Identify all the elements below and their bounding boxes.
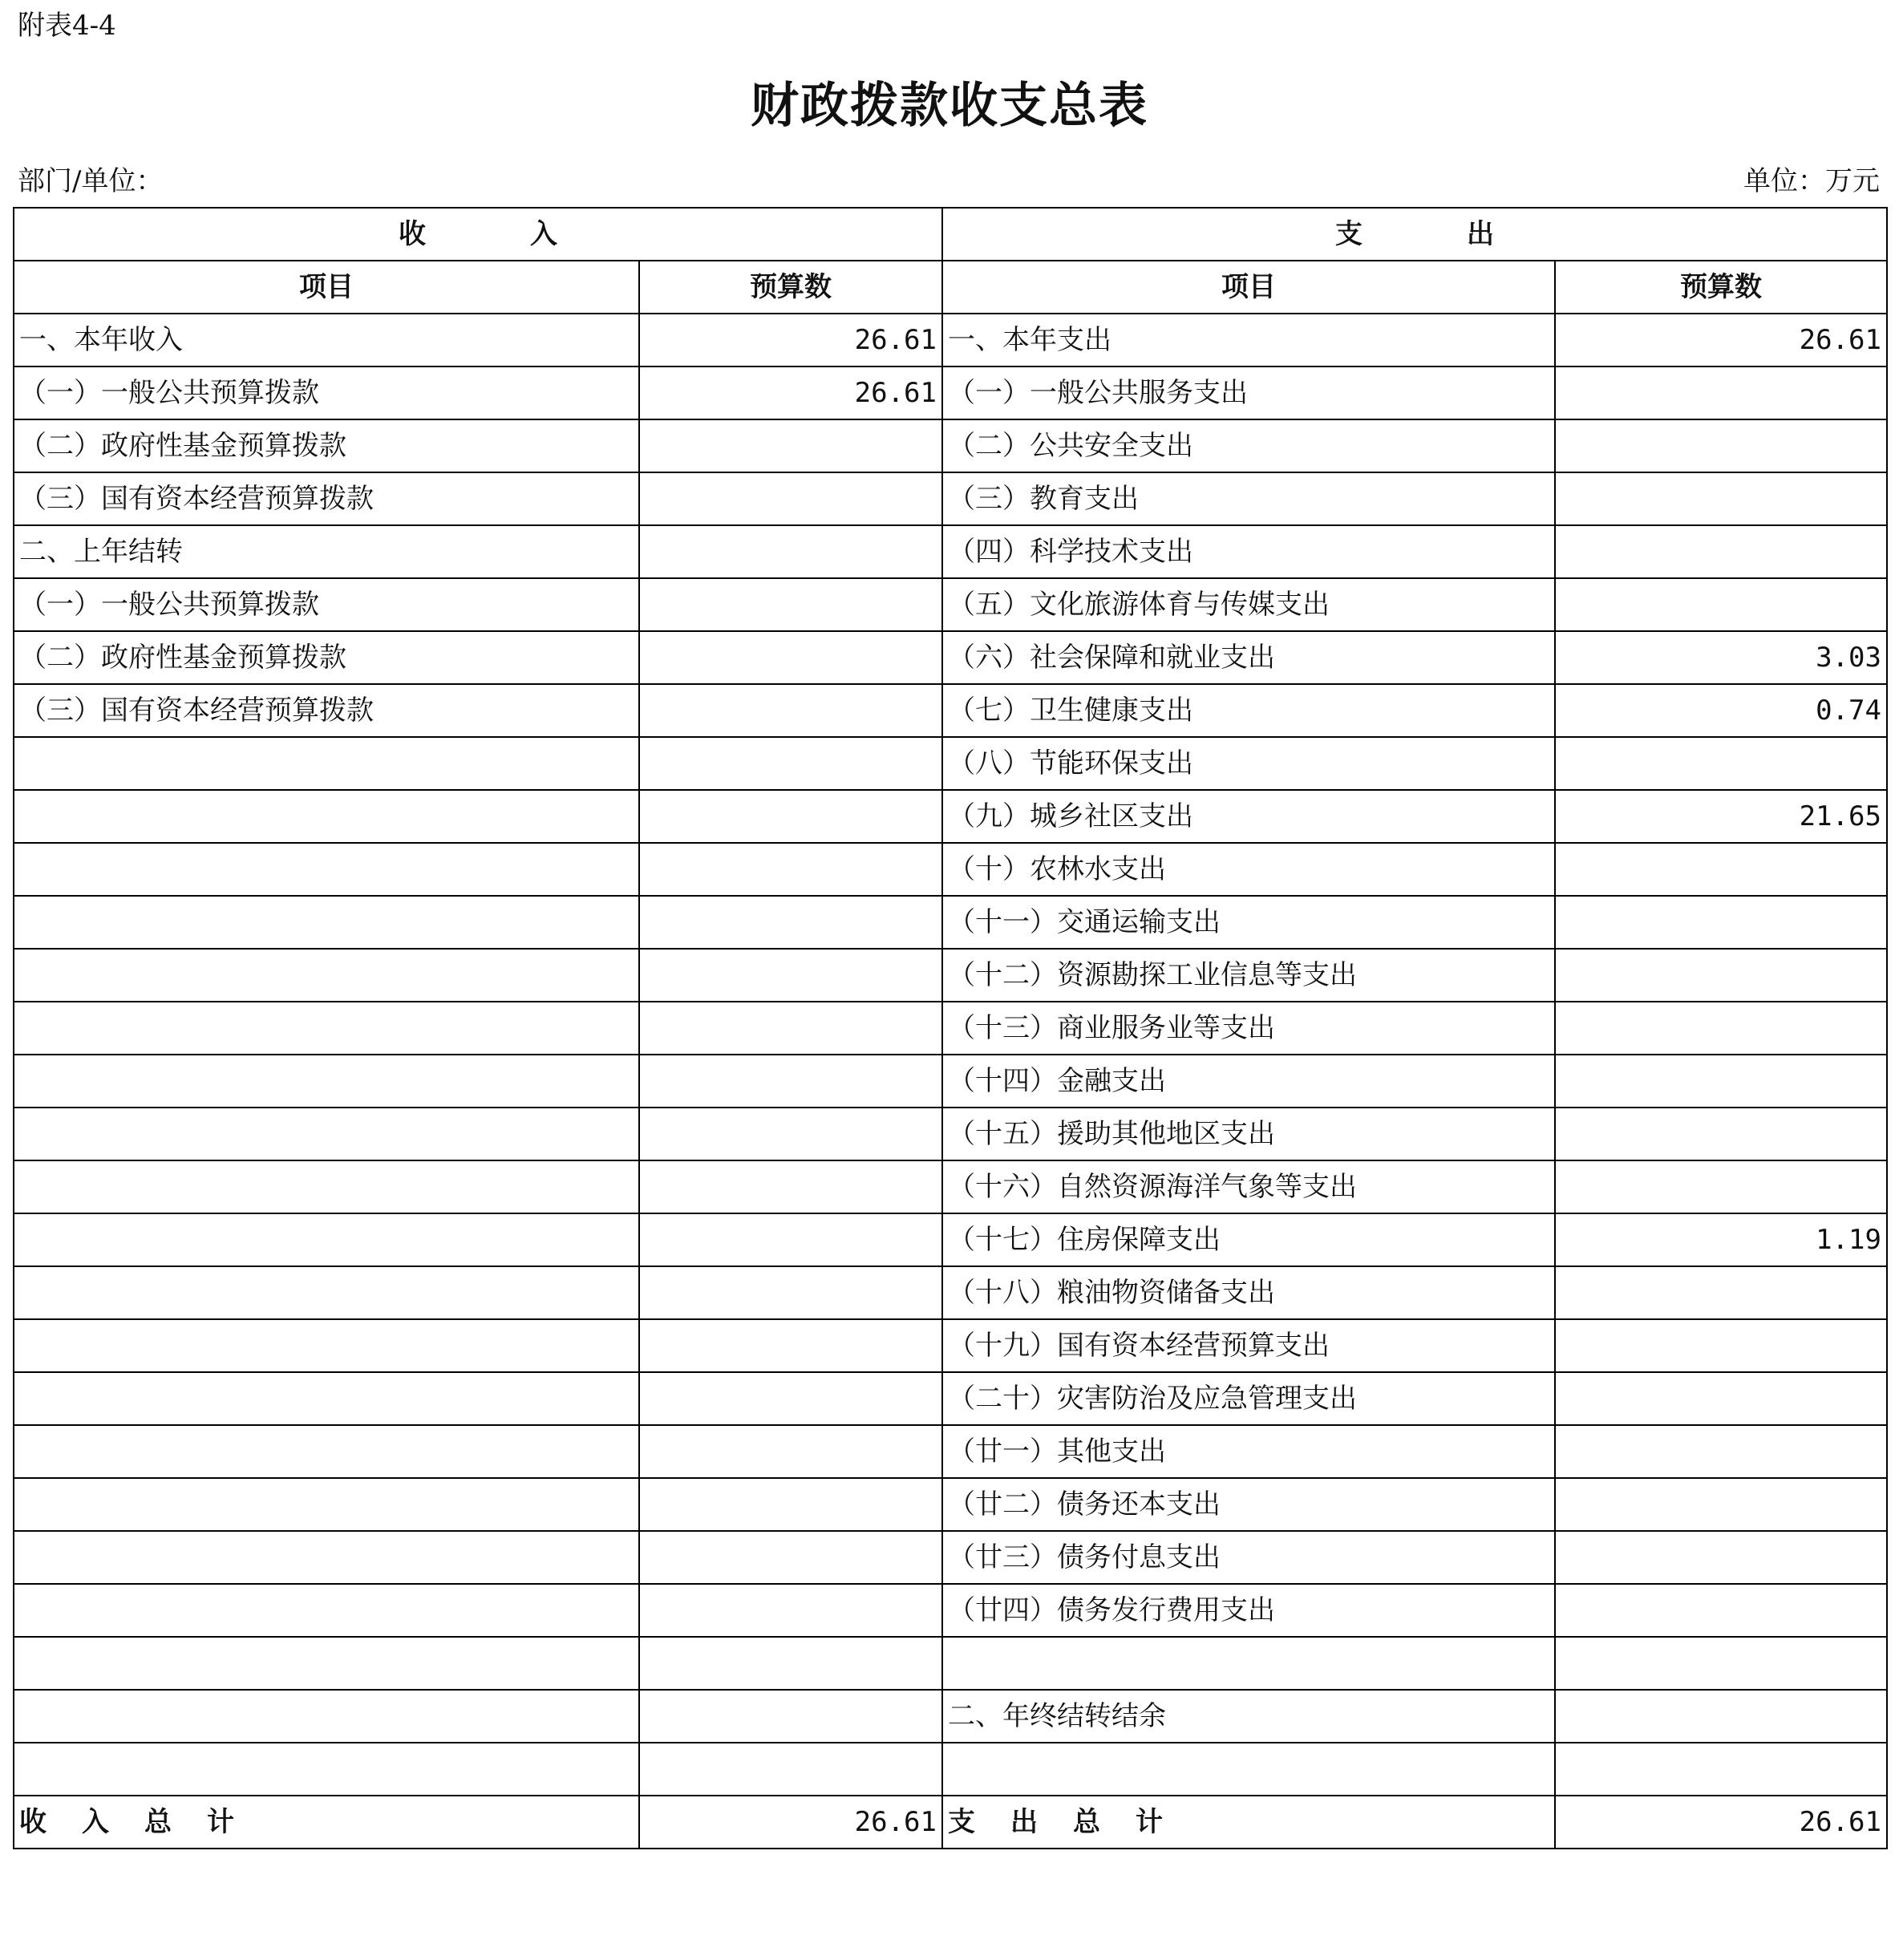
expense-value-cell xyxy=(1555,525,1887,578)
table-row xyxy=(14,1055,1887,1108)
table-row xyxy=(14,1637,1887,1690)
expense-value-cell xyxy=(1555,1743,1887,1796)
expense-item-cell: （十七）住房保障支出 xyxy=(942,1213,1555,1266)
income-item-cell: 一、本年收入 xyxy=(14,314,639,366)
income-budget-header: 预算数 xyxy=(639,261,942,314)
expense-value-cell xyxy=(1555,1266,1887,1319)
income-value-cell xyxy=(639,790,942,843)
income-item-cell xyxy=(14,1584,639,1637)
expense-header: 支出 xyxy=(942,208,1887,261)
expense-value-cell: 3.03 xyxy=(1555,631,1887,684)
expense-value-cell xyxy=(1555,1425,1887,1478)
table-row xyxy=(14,1319,1887,1372)
table-row xyxy=(14,1002,1887,1055)
expense-value-cell xyxy=(1555,1108,1887,1160)
expense-value-cell xyxy=(1555,1531,1887,1584)
expense-item-cell: （二十）灾害防治及应急管理支出 xyxy=(942,1372,1555,1425)
expense-item-cell: （十五）援助其他地区支出 xyxy=(942,1108,1555,1160)
income-value-cell: 26.61 xyxy=(639,314,942,366)
total-row xyxy=(14,1796,1887,1849)
income-value-cell xyxy=(639,1055,942,1108)
income-value-cell xyxy=(639,949,942,1002)
table-row xyxy=(14,1690,1887,1743)
expense-value-cell: 1.19 xyxy=(1555,1213,1887,1266)
income-item-cell: （二）政府性基金预算拨款 xyxy=(14,631,639,684)
income-value-cell xyxy=(639,737,942,790)
table-row xyxy=(14,578,1887,631)
income-value-cell xyxy=(639,1637,942,1690)
income-value-cell xyxy=(639,843,942,896)
income-value-cell xyxy=(639,631,942,684)
expense-value-cell xyxy=(1555,1690,1887,1743)
income-value-cell xyxy=(639,578,942,631)
expense-item-header: 项目 xyxy=(942,261,1555,314)
table-row xyxy=(14,1372,1887,1425)
table-row xyxy=(14,631,1887,684)
table-caption: 附表4-4 xyxy=(18,10,116,42)
income-value-cell xyxy=(639,1319,942,1372)
income-value-cell xyxy=(639,1266,942,1319)
expense-value-cell xyxy=(1555,419,1887,472)
income-value-cell xyxy=(639,1002,942,1055)
expense-value-cell: 0.74 xyxy=(1555,684,1887,737)
income-item-cell: （二）政府性基金预算拨款 xyxy=(14,419,639,472)
expense-value-cell: 21.65 xyxy=(1555,790,1887,843)
expense-item-cell: （十八）粮油物资储备支出 xyxy=(942,1266,1555,1319)
income-item-cell: （三）国有资本经营预算拨款 xyxy=(14,684,639,737)
expense-item-cell: （三）教育支出 xyxy=(942,472,1555,525)
income-value-cell xyxy=(639,1372,942,1425)
income-item-header: 项目 xyxy=(14,261,639,314)
column-header-row xyxy=(14,261,1887,314)
expense-value-cell xyxy=(1555,949,1887,1002)
income-value-cell xyxy=(639,1531,942,1584)
income-value-cell xyxy=(639,1108,942,1160)
income-item-cell xyxy=(14,1160,639,1213)
expense-value-cell xyxy=(1555,1055,1887,1108)
budget-table xyxy=(13,207,1888,1849)
expense-item-cell: （二）公共安全支出 xyxy=(942,419,1555,472)
income-item-cell xyxy=(14,1531,639,1584)
income-item-cell xyxy=(14,1690,639,1743)
table-row xyxy=(14,419,1887,472)
table-row xyxy=(14,684,1887,737)
table-row xyxy=(14,1108,1887,1160)
expense-value-cell xyxy=(1555,366,1887,419)
income-value-cell: 26.61 xyxy=(639,366,942,419)
income-value-cell xyxy=(639,1425,942,1478)
income-value-cell xyxy=(639,1690,942,1743)
income-header: 收入 xyxy=(14,208,942,261)
group-header-row xyxy=(14,208,1887,261)
expense-item-cell: 一、本年支出 xyxy=(942,314,1555,366)
income-item-cell: （一）一般公共预算拨款 xyxy=(14,366,639,419)
expense-value-cell xyxy=(1555,896,1887,949)
income-value-cell xyxy=(639,684,942,737)
income-item-cell: （一）一般公共预算拨款 xyxy=(14,578,639,631)
expense-value-cell xyxy=(1555,1478,1887,1531)
income-item-cell xyxy=(14,1055,639,1108)
income-item-cell xyxy=(14,1002,639,1055)
income-value-cell xyxy=(639,472,942,525)
table-row xyxy=(14,472,1887,525)
expense-item-cell: （五）文化旅游体育与传媒支出 xyxy=(942,578,1555,631)
expense-item-cell: （十三）商业服务业等支出 xyxy=(942,1002,1555,1055)
expense-value-cell xyxy=(1555,1160,1887,1213)
income-value-cell xyxy=(639,1160,942,1213)
income-value-cell xyxy=(639,419,942,472)
table-row xyxy=(14,949,1887,1002)
page-title: 财政拨款收支总表 xyxy=(751,78,1148,134)
table-row xyxy=(14,1425,1887,1478)
expense-total-value: 26.61 xyxy=(1555,1796,1887,1849)
income-item-cell xyxy=(14,1637,639,1690)
table-row xyxy=(14,1743,1887,1796)
expense-item-cell: （廿一）其他支出 xyxy=(942,1425,1555,1478)
income-item-cell xyxy=(14,1213,639,1266)
expense-item-cell: （十二）资源勘探工业信息等支出 xyxy=(942,949,1555,1002)
table-row xyxy=(14,896,1887,949)
expense-item-cell: （六）社会保障和就业支出 xyxy=(942,631,1555,684)
expense-item-cell: （八）节能环保支出 xyxy=(942,737,1555,790)
income-value-cell xyxy=(639,896,942,949)
income-value-cell xyxy=(639,1213,942,1266)
table-row xyxy=(14,1213,1887,1266)
expense-value-cell xyxy=(1555,1319,1887,1372)
expense-value-cell xyxy=(1555,578,1887,631)
expense-total-label: 支出总计 xyxy=(942,1796,1555,1849)
table-row xyxy=(14,1478,1887,1531)
income-value-cell xyxy=(639,525,942,578)
expense-item-cell: （廿二）债务还本支出 xyxy=(942,1478,1555,1531)
income-item-cell xyxy=(14,1743,639,1796)
table-body xyxy=(14,208,1887,1849)
expense-item-cell: （十六）自然资源海洋气象等支出 xyxy=(942,1160,1555,1213)
expense-item-cell xyxy=(942,1637,1555,1690)
expense-value-cell xyxy=(1555,843,1887,896)
table-row xyxy=(14,1266,1887,1319)
table-row xyxy=(14,1531,1887,1584)
income-item-cell: 二、上年结转 xyxy=(14,525,639,578)
expense-item-cell: （廿四）债务发行费用支出 xyxy=(942,1584,1555,1637)
income-item-cell xyxy=(14,843,639,896)
income-item-cell xyxy=(14,1372,639,1425)
table-row xyxy=(14,1584,1887,1637)
expense-value-cell xyxy=(1555,1002,1887,1055)
expense-value-cell xyxy=(1555,472,1887,525)
income-item-cell xyxy=(14,1319,639,1372)
income-total-value: 26.61 xyxy=(639,1796,942,1849)
table-row xyxy=(14,314,1887,366)
income-item-cell xyxy=(14,1425,639,1478)
income-item-cell xyxy=(14,1266,639,1319)
table-row xyxy=(14,843,1887,896)
expense-value-cell xyxy=(1555,737,1887,790)
expense-item-cell: （四）科学技术支出 xyxy=(942,525,1555,578)
expense-item-cell: 二、年终结转结余 xyxy=(942,1690,1555,1743)
income-item-cell xyxy=(14,949,639,1002)
expense-item-cell: （廿三）债务付息支出 xyxy=(942,1531,1555,1584)
expense-item-cell: （九）城乡社区支出 xyxy=(942,790,1555,843)
dept-label: 部门/单位： xyxy=(18,165,164,197)
expense-value-cell xyxy=(1555,1637,1887,1690)
income-value-cell xyxy=(639,1478,942,1531)
expense-item-cell: （十一）交通运输支出 xyxy=(942,896,1555,949)
expense-budget-header: 预算数 xyxy=(1555,261,1887,314)
expense-item-cell: （十）农林水支出 xyxy=(942,843,1555,896)
income-item-cell xyxy=(14,1478,639,1531)
income-item-cell xyxy=(14,737,639,790)
income-item-cell: （三）国有资本经营预算拨款 xyxy=(14,472,639,525)
unit-label: 单位：万元 xyxy=(1743,165,1880,197)
expense-item-cell: （十四）金融支出 xyxy=(942,1055,1555,1108)
expense-value-cell: 26.61 xyxy=(1555,314,1887,366)
expense-item-cell: （十九）国有资本经营预算支出 xyxy=(942,1319,1555,1372)
income-value-cell xyxy=(639,1584,942,1637)
table-row xyxy=(14,366,1887,419)
income-item-cell xyxy=(14,790,639,843)
table-row xyxy=(14,1160,1887,1213)
income-item-cell xyxy=(14,1108,639,1160)
expense-value-cell xyxy=(1555,1372,1887,1425)
table-row xyxy=(14,525,1887,578)
income-total-label: 收入总计 xyxy=(14,1796,639,1849)
expense-item-cell: （七）卫生健康支出 xyxy=(942,684,1555,737)
table-row xyxy=(14,737,1887,790)
expense-item-cell xyxy=(942,1743,1555,1796)
expense-value-cell xyxy=(1555,1584,1887,1637)
income-item-cell xyxy=(14,896,639,949)
income-value-cell xyxy=(639,1743,942,1796)
table-row xyxy=(14,790,1887,843)
expense-item-cell: （一）一般公共服务支出 xyxy=(942,366,1555,419)
